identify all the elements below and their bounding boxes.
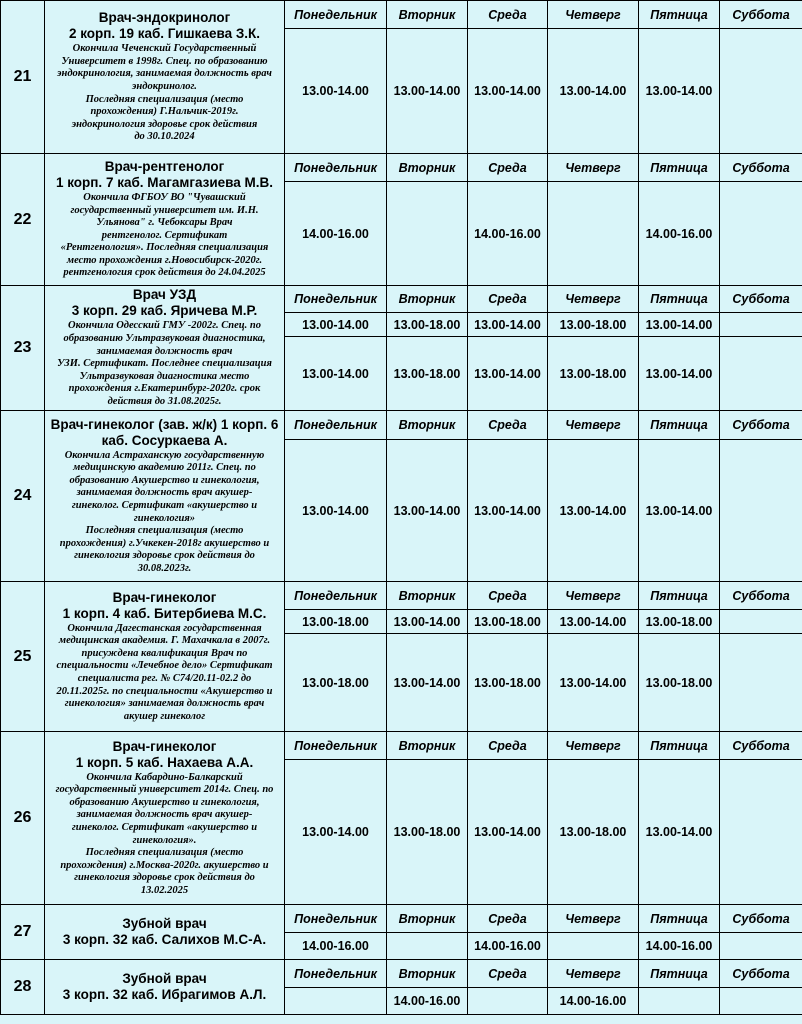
- credentials-line: Последняя специализация (место: [85, 847, 244, 859]
- credentials-line: Окончила Одесский ГМУ -2002г. Спец. по: [68, 320, 261, 332]
- day-name-cell: Среда: [468, 582, 548, 610]
- day-name-cell: Четверг: [548, 154, 639, 182]
- credentials-line: эндокринология здоровье срок действия: [71, 118, 258, 130]
- row-number: 25: [1, 582, 45, 732]
- time-cell: 13.00-18.00: [468, 634, 548, 732]
- credentials-line: специальности «Лечебное дело» Сертификат: [56, 660, 273, 672]
- time-cell: 13.00-14.00: [468, 440, 548, 582]
- time-cell: 13.00-18.00: [548, 337, 639, 411]
- day-name-cell: Вторник: [387, 960, 468, 988]
- time-cell: 14.00-16.00: [468, 182, 548, 286]
- time-cell: [720, 988, 802, 1015]
- credentials-line: государственный университет 2014г. Спец. по: [55, 784, 274, 796]
- time-cell: 13.00-18.00: [387, 337, 468, 411]
- day-name-cell: Среда: [468, 286, 548, 313]
- day-name-cell: Пятница: [639, 905, 720, 933]
- doctor-credentials: [45, 623, 284, 724]
- day-name-cell: Понедельник: [285, 905, 387, 933]
- credentials-line: 13.02.2025: [140, 884, 189, 896]
- time-cell: 13.00-14.00: [548, 440, 639, 582]
- day-name-cell: Четверг: [548, 1, 639, 29]
- credentials-line: государственный университет им. И.Н.: [70, 204, 259, 216]
- day-header-row: [1, 154, 802, 182]
- time-cell: 13.00-14.00: [468, 337, 548, 411]
- day-name-cell: Среда: [468, 411, 548, 440]
- time-cell: 13.00-14.00: [387, 610, 468, 634]
- time-cell: 14.00-16.00: [285, 182, 387, 286]
- row-number: 27: [1, 905, 45, 960]
- doctor-cell: [45, 960, 285, 1015]
- credentials-line: эндокринология, занимаемая должность врач: [57, 68, 272, 80]
- credentials-line: Последняя специализация (место: [85, 525, 244, 537]
- time-cell: [639, 988, 720, 1015]
- credentials-line: медицинскую академию 2011г. Спец. по: [73, 462, 256, 474]
- doctor-position: Врач-гинеколог: [112, 589, 217, 605]
- time-cell: 13.00-14.00: [468, 760, 548, 905]
- time-cell: 13.00-14.00: [468, 29, 548, 154]
- time-cell: 13.00-14.00: [387, 29, 468, 154]
- doctor-cell: [45, 411, 285, 582]
- time-cell: 13.00-18.00: [387, 313, 468, 337]
- time-cell: [720, 313, 802, 337]
- time-cell: 14.00-16.00: [548, 988, 639, 1015]
- day-name-cell: Суббота: [720, 582, 802, 610]
- day-name-cell: Пятница: [639, 960, 720, 988]
- credentials-line: Университет в 1998г. Спец. по образованию: [61, 55, 268, 67]
- time-cell: 13.00-14.00: [285, 337, 387, 411]
- day-name-cell: Вторник: [387, 1, 468, 29]
- time-cell: [468, 988, 548, 1015]
- day-header-row: [1, 1, 802, 29]
- time-cell: 13.00-18.00: [639, 634, 720, 732]
- credentials-line: 20.11.2025г. по специальности «Акушерство и: [56, 685, 273, 697]
- time-cell: [720, 610, 802, 634]
- time-cell: 13.00-18.00: [548, 760, 639, 905]
- time-cell: 13.00-14.00: [639, 760, 720, 905]
- time-cell: 13.00-14.00: [387, 634, 468, 732]
- credentials-line: акушер гинеколог: [123, 710, 206, 722]
- doctor-location-name: 3 корп. 32 каб. Салихов М.С-А.: [62, 932, 267, 947]
- credentials-line: рентгенология срок действия до 24.04.2025: [63, 267, 266, 279]
- day-name-cell: Вторник: [387, 732, 468, 760]
- doctor-location-name: 1 корп. 5 каб. Нахаева А.А.: [75, 754, 254, 770]
- day-name-cell: Четверг: [548, 905, 639, 933]
- time-cell: [387, 933, 468, 960]
- doctor-position: Врач-эндокринолог: [98, 10, 231, 26]
- day-name-cell: Понедельник: [285, 1, 387, 29]
- doctor-location-name: 2 корп. 19 каб. Гишкаева З.К.: [68, 26, 261, 42]
- credentials-line: занимаемая должность врач: [96, 345, 233, 357]
- credentials-line: прохождения) г.Москва-2020г. акушерство и: [60, 859, 269, 871]
- day-name-cell: Среда: [468, 905, 548, 933]
- day-header-row: [1, 582, 802, 610]
- day-name-cell: Среда: [468, 1, 548, 29]
- credentials-line: образованию Акушерство и гинекология,: [69, 796, 260, 808]
- credentials-line: 30.08.2023г.: [137, 562, 192, 574]
- day-name-cell: Пятница: [639, 1, 720, 29]
- doctor-cell: [45, 1, 285, 154]
- row-number: 22: [1, 154, 45, 286]
- credentials-line: Окончила Кабардино-Балкарский: [86, 771, 243, 783]
- doctor-location-name: 3 корп. 32 каб. Ибрагимов А.Л.: [62, 987, 267, 1002]
- day-name-cell: Вторник: [387, 154, 468, 182]
- doctor-cell: [45, 905, 285, 960]
- time-cell: [548, 182, 639, 286]
- time-cell: 13.00-18.00: [639, 610, 720, 634]
- credentials-line: прохождения) г.Учкекен-2018г акушерство и: [59, 537, 270, 549]
- time-cell: 13.00-14.00: [548, 610, 639, 634]
- credentials-line: занимаемая должность врач акушер-: [76, 809, 253, 821]
- credentials-line: образованию Акушерство и гинекология,: [69, 474, 260, 486]
- doctor-cell: [45, 286, 285, 411]
- time-cell: 13.00-14.00: [285, 313, 387, 337]
- day-name-cell: Четверг: [548, 411, 639, 440]
- day-name-cell: Суббота: [720, 732, 802, 760]
- time-cell: 14.00-16.00: [639, 182, 720, 286]
- credentials-line: специалиста рег. № С74/20.11-02.2 до: [77, 673, 252, 684]
- time-cell: 13.00-14.00: [548, 634, 639, 732]
- credentials-line: гинекология».: [132, 834, 197, 846]
- time-cell: 13.00-14.00: [639, 313, 720, 337]
- credentials-line: эндокринолог.: [132, 80, 197, 92]
- day-name-cell: Суббота: [720, 1, 802, 29]
- day-name-cell: Вторник: [387, 411, 468, 440]
- day-header-row: [1, 905, 802, 933]
- time-cell: 13.00-18.00: [387, 760, 468, 905]
- doctor-position: Врач-гинеколог: [112, 738, 217, 754]
- time-cell: 13.00-14.00: [639, 337, 720, 411]
- time-cell: 14.00-16.00: [387, 988, 468, 1015]
- time-cell: 13.00-14.00: [285, 760, 387, 905]
- day-name-cell: Суббота: [720, 905, 802, 933]
- day-name-cell: Четверг: [548, 732, 639, 760]
- credentials-line: рентгенолог. Сертификат: [101, 229, 228, 241]
- time-cell: [720, 337, 802, 411]
- day-name-cell: Вторник: [387, 582, 468, 610]
- time-cell: 13.00-14.00: [468, 313, 548, 337]
- doctor-cell: [45, 582, 285, 732]
- day-header-row: [1, 286, 802, 313]
- credentials-line: занимаемая должность врач акушер-: [76, 487, 253, 499]
- time-cell: 14.00-16.00: [639, 933, 720, 960]
- time-cell: [720, 182, 802, 286]
- time-cell: [720, 760, 802, 905]
- time-cell: 13.00-14.00: [639, 440, 720, 582]
- row-number: 23: [1, 286, 45, 411]
- credentials-line: прохождения г.Екатеринбург-2020г. срок: [68, 383, 261, 395]
- time-cell: 14.00-16.00: [285, 933, 387, 960]
- doctor-credentials: [45, 43, 284, 144]
- credentials-line: гинеколог. Сертификат «акушерство и: [71, 499, 258, 511]
- time-cell: [720, 933, 802, 960]
- day-name-cell: Пятница: [639, 582, 720, 610]
- time-cell: [548, 933, 639, 960]
- time-cell: 14.00-16.00: [468, 933, 548, 960]
- credentials-line: гинекология здоровье срок действия до: [74, 872, 255, 884]
- doctor-location-name: каб. Сосуркаева А.: [101, 432, 228, 448]
- time-cell: [720, 634, 802, 732]
- row-number: 24: [1, 411, 45, 582]
- day-name-cell: Четверг: [548, 960, 639, 988]
- doctor-cell: [45, 732, 285, 905]
- row-number: 26: [1, 732, 45, 905]
- time-cell: [285, 988, 387, 1015]
- time-cell: 13.00-14.00: [548, 29, 639, 154]
- time-cell: 13.00-14.00: [387, 440, 468, 582]
- credentials-line: гинекология»: [133, 512, 196, 524]
- doctor-position: Врач-гинеколог (зав. ж/к) 1 корп. 6: [50, 416, 279, 432]
- day-name-cell: Понедельник: [285, 286, 387, 313]
- day-name-cell: Понедельник: [285, 960, 387, 988]
- time-cell: [387, 182, 468, 286]
- time-cell: 13.00-18.00: [468, 610, 548, 634]
- day-name-cell: Понедельник: [285, 582, 387, 610]
- credentials-line: гинекология» занимаемая должность врач: [64, 698, 265, 710]
- day-name-cell: Суббота: [720, 411, 802, 440]
- credentials-line: Окончила ФГБОУ ВО "Чувашский: [83, 191, 246, 203]
- time-cell: 13.00-14.00: [639, 29, 720, 154]
- doctor-location-name: 3 корп. 29 каб. Яричева М.Р.: [71, 303, 258, 319]
- credentials-line: Ультразвуковая диагностика место: [79, 370, 250, 382]
- doctor-position: Врач-рентгенолог: [104, 158, 225, 174]
- time-cell: [720, 29, 802, 154]
- time-cell: 13.00-18.00: [285, 634, 387, 732]
- doctor-position: Зубной врач: [122, 916, 207, 931]
- day-name-cell: Пятница: [639, 154, 720, 182]
- day-name-cell: Вторник: [387, 905, 468, 933]
- credentials-line: медицинская академия. Г. Махачкала в 2007г.: [58, 635, 271, 647]
- day-name-cell: Суббота: [720, 154, 802, 182]
- doctor-credentials: [45, 772, 284, 898]
- day-name-cell: Пятница: [639, 732, 720, 760]
- credentials-line: Окончила Дагестанская государственная: [67, 622, 262, 634]
- day-name-cell: Суббота: [720, 286, 802, 313]
- credentials-line: «Рентгенология». Последняя специализация: [60, 242, 269, 254]
- day-name-cell: Пятница: [639, 411, 720, 440]
- day-name-cell: Понедельник: [285, 732, 387, 760]
- time-cell: 13.00-18.00: [285, 610, 387, 634]
- time-cell: 13.00-14.00: [285, 29, 387, 154]
- day-name-cell: Среда: [468, 960, 548, 988]
- time-cell: 13.00-14.00: [285, 440, 387, 582]
- day-name-cell: Четверг: [548, 286, 639, 313]
- credentials-line: Ульянова" г. Чебоксары Врач: [96, 217, 233, 229]
- doctor-location-name: 1 корп. 4 каб. Битербиева М.С.: [62, 605, 267, 621]
- day-header-row: [1, 411, 802, 440]
- credentials-line: Окончила Чеченский Государственный: [72, 43, 257, 55]
- day-header-row: [1, 960, 802, 988]
- credentials-line: Окончила Астраханскую государственную: [64, 449, 265, 461]
- doctor-credentials: [45, 450, 284, 576]
- day-name-cell: Вторник: [387, 286, 468, 313]
- credentials-line: место прохождения г.Новосибирск-2020г.: [66, 254, 263, 266]
- row-number: 21: [1, 1, 45, 154]
- doctor-credentials: [45, 320, 284, 408]
- row-number: 28: [1, 960, 45, 1015]
- credentials-line: действия до 31.08.2025г.: [107, 395, 222, 407]
- day-name-cell: Пятница: [639, 286, 720, 313]
- credentials-line: образованию Ультразвуковая диагностика,: [63, 333, 266, 345]
- credentials-line: прохождения) Г.Нальчик-2019г.: [90, 106, 239, 118]
- doctor-location-name: 1 корп. 7 каб. Магамгазиева М.В.: [55, 174, 274, 190]
- doctor-position: Зубной врач: [122, 971, 207, 986]
- day-name-cell: Понедельник: [285, 154, 387, 182]
- day-name-cell: Среда: [468, 154, 548, 182]
- day-header-row: [1, 732, 802, 760]
- credentials-line: присуждена квалификация Врач по: [81, 647, 248, 659]
- day-name-cell: Среда: [468, 732, 548, 760]
- time-cell: [720, 440, 802, 582]
- time-cell: 13.00-18.00: [548, 313, 639, 337]
- credentials-line: гинекология здоровье срок действия до: [74, 550, 255, 562]
- day-name-cell: Суббота: [720, 960, 802, 988]
- credentials-line: Последняя специализация (место: [85, 93, 244, 105]
- credentials-line: гинеколог. Сертификат «акушерство и: [71, 821, 258, 833]
- credentials-line: УЗИ. Сертификат. Последнее специализация: [57, 358, 272, 370]
- doctor-position: Врач УЗД: [132, 287, 197, 303]
- credentials-line: до 30.10.2024: [134, 131, 195, 143]
- day-name-cell: Четверг: [548, 582, 639, 610]
- doctor-cell: [45, 154, 285, 286]
- day-name-cell: Понедельник: [285, 411, 387, 440]
- doctor-credentials: [45, 192, 284, 280]
